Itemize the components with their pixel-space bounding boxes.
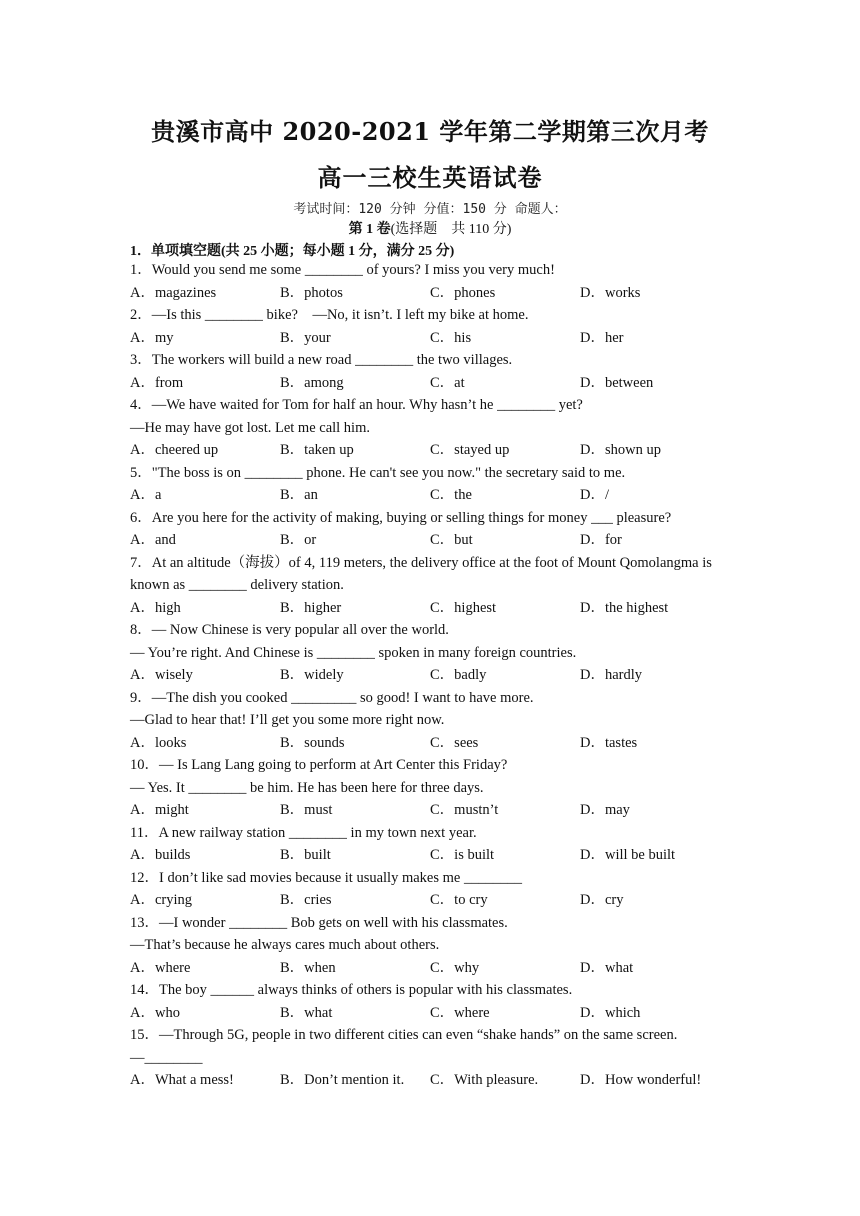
question-text: — Yes. It ________ be him. He has been here for three days. [130, 779, 484, 796]
answer-option-a: A．and [130, 532, 176, 548]
question-text: known as ________ delivery station. [130, 577, 344, 593]
question-6 [130, 507, 750, 552]
answer-option-b: B．or [280, 532, 317, 548]
answer-option-b: B．your [280, 329, 331, 346]
answer-options [130, 597, 750, 620]
question-text: 6．Are you here for the activity of making, buying or selling things for money ___ pleasure? [130, 509, 672, 526]
question-text: —That’s because he always cares much about others. [130, 937, 440, 953]
answer-option-d: D．for [580, 532, 622, 548]
question-text: 1．Would you send me some ________ of yours? I miss you very much! [130, 262, 555, 278]
answer-option-b: B．built [280, 847, 331, 863]
volume-note: (选择题 共 110 分) [390, 222, 512, 237]
question-10 [130, 754, 750, 822]
question-text: 13．—I wonder ________ Bob gets on well with his classmates. [130, 914, 508, 931]
answer-option-c: C．at [430, 374, 465, 391]
answer-option-c: C．his [430, 329, 472, 346]
answer-option-d: D．between [580, 374, 654, 391]
answer-options [130, 889, 750, 912]
answer-option-a: A．wisely [130, 667, 193, 683]
answer-option-b: B．Don’t mention it. [280, 1072, 405, 1088]
question-11 [130, 822, 750, 867]
section-title: 1．单项填空题(共 25 小题；每小题 1 分，满分 25 分) [130, 244, 455, 259]
answer-option-a: A．who [130, 1004, 180, 1021]
answer-options [130, 732, 750, 755]
answer-option-a: A．a [130, 487, 162, 503]
answer-option-c: C．highest [430, 599, 497, 616]
answer-option-d: D．which [580, 1004, 641, 1021]
answer-option-b: B．widely [280, 667, 344, 683]
exam-subtitle: 高一三校生英语试卷 [317, 163, 543, 192]
question-text: 12．I don’t like sad movies because it usually makes me ________ [130, 869, 522, 886]
question-text: —________ [130, 1049, 203, 1066]
volume-label: 第 1 卷 [348, 222, 391, 237]
question-list [130, 259, 750, 1092]
answer-option-a: A．crying [130, 892, 193, 908]
answer-option-a: A．my [130, 329, 174, 346]
answer-options [130, 484, 750, 507]
answer-options [130, 844, 750, 867]
question-text: — You’re right. And Chinese is ________ spoken in many foreign countries. [130, 644, 577, 661]
answer-option-d: D．works [580, 284, 641, 301]
question-7 [130, 552, 750, 620]
question-text: 10．— Is Lang Lang going to perform at Art Center this Friday? [130, 757, 508, 773]
question-9 [130, 687, 750, 755]
question-14 [130, 979, 750, 1024]
answer-option-a: A．What a mess! [130, 1072, 234, 1088]
answer-option-b: B．cries [280, 892, 332, 908]
answer-option-c: C．phones [430, 284, 496, 301]
question-5 [130, 462, 750, 507]
answer-option-d: D．hardly [580, 667, 643, 683]
question-4 [130, 394, 750, 462]
answer-option-d: D．the highest [580, 599, 669, 616]
answer-option-b: B．when [280, 959, 336, 976]
answer-options [130, 957, 750, 980]
question-text: —Glad to hear that! I’ll get you some more right now. [130, 712, 445, 728]
answer-option-d: D．her [580, 329, 624, 346]
question-3 [130, 349, 750, 394]
answer-option-b: B．what [280, 1004, 333, 1021]
answer-option-b: B．sounds [280, 734, 345, 751]
answer-option-d: D．How wonderful! [580, 1072, 702, 1088]
question-2 [130, 304, 750, 349]
answer-options [130, 327, 750, 350]
answer-option-c: C．but [430, 532, 473, 548]
answer-options [130, 799, 750, 822]
question-text: 11．A new railway station ________ in my town next year. [130, 824, 477, 841]
answer-option-b: B．an [280, 487, 318, 503]
answer-option-b: B．among [280, 374, 344, 391]
answer-options [130, 1069, 750, 1092]
answer-option-c: C．mustn’t [430, 802, 499, 818]
answer-option-d: D．what [580, 959, 634, 976]
answer-option-a: A．high [130, 599, 181, 616]
answer-option-c: C．sees [430, 734, 479, 751]
answer-option-d: D．will be built [580, 847, 676, 863]
question-text: —He may have got lost. Let me call him. [130, 419, 370, 436]
answer-option-b: B．higher [280, 599, 342, 616]
answer-option-b: B．photos [280, 284, 343, 301]
question-text: 8．— Now Chinese is very popular all over the world. [130, 622, 449, 638]
answer-options [130, 529, 750, 552]
answer-option-b: B．must [280, 802, 333, 818]
answer-option-c: C．stayed up [430, 442, 510, 458]
answer-option-a: A．builds [130, 847, 191, 863]
answer-option-d: D．cry [580, 892, 624, 908]
answer-option-c: C．badly [430, 667, 487, 683]
answer-options [130, 372, 750, 395]
answer-option-d: D．shown up [580, 442, 661, 458]
question-8 [130, 619, 750, 687]
question-text: 9．—The dish you cooked _________ so good! I want to have more. [130, 689, 534, 706]
answer-option-d: D．tastes [580, 734, 638, 751]
answer-options [130, 664, 750, 687]
answer-option-c: C．the [430, 487, 472, 503]
exam-info: 考试时间：120 分钟 分值：150 分 命题人： [293, 202, 567, 217]
question-text: 3．The workers will build a new road ________ the two villages. [130, 352, 513, 368]
answer-options [130, 1002, 750, 1025]
answer-option-c: C．where [430, 1004, 490, 1021]
question-text: 5．"The boss is on ________ phone. He can't see you now." the secretary said to me. [130, 464, 626, 481]
volume-heading [0, 218, 860, 238]
answer-option-c: C．why [430, 959, 480, 976]
answer-options [130, 282, 750, 305]
question-text: 15．—Through 5G, people in two different cities can even “shake hands” on the same screen. [130, 1027, 678, 1043]
answer-option-c: C．With pleasure. [430, 1072, 539, 1088]
answer-option-a: A．from [130, 374, 184, 391]
question-15 [130, 1024, 750, 1092]
question-text: 2．—Is this ________ bike? —No, it isn’t. I left my bike at home. [130, 307, 529, 323]
question-text: 4．—We have waited for Tom for half an hour. Why hasn’t he ________ yet? [130, 397, 583, 413]
answer-option-a: A．where [130, 959, 191, 976]
question-12 [130, 867, 750, 912]
question-text: 7．At an altitude（海拔）of 4, 119 meters, the delivery office at the foot of Mount Qomolangma is [130, 554, 712, 571]
answer-option-d: D．may [580, 802, 630, 818]
answer-option-a: A．might [130, 802, 189, 818]
answer-option-b: B．taken up [280, 442, 354, 458]
answer-options [130, 439, 750, 462]
question-1 [130, 259, 750, 304]
answer-option-a: A．looks [130, 734, 187, 751]
answer-option-d: D．/ [580, 487, 609, 503]
answer-option-c: C．is built [430, 847, 495, 863]
answer-option-a: A．magazines [130, 284, 217, 301]
question-text: 14．The boy ______ always thinks of others is popular with his classmates. [130, 982, 573, 998]
answer-option-a: A．cheered up [130, 442, 219, 458]
answer-option-c: C．to cry [430, 892, 488, 908]
exam-title: 贵溪市高中 2020-2021 学年第二学期第三次月考 [151, 117, 709, 146]
question-13 [130, 912, 750, 980]
